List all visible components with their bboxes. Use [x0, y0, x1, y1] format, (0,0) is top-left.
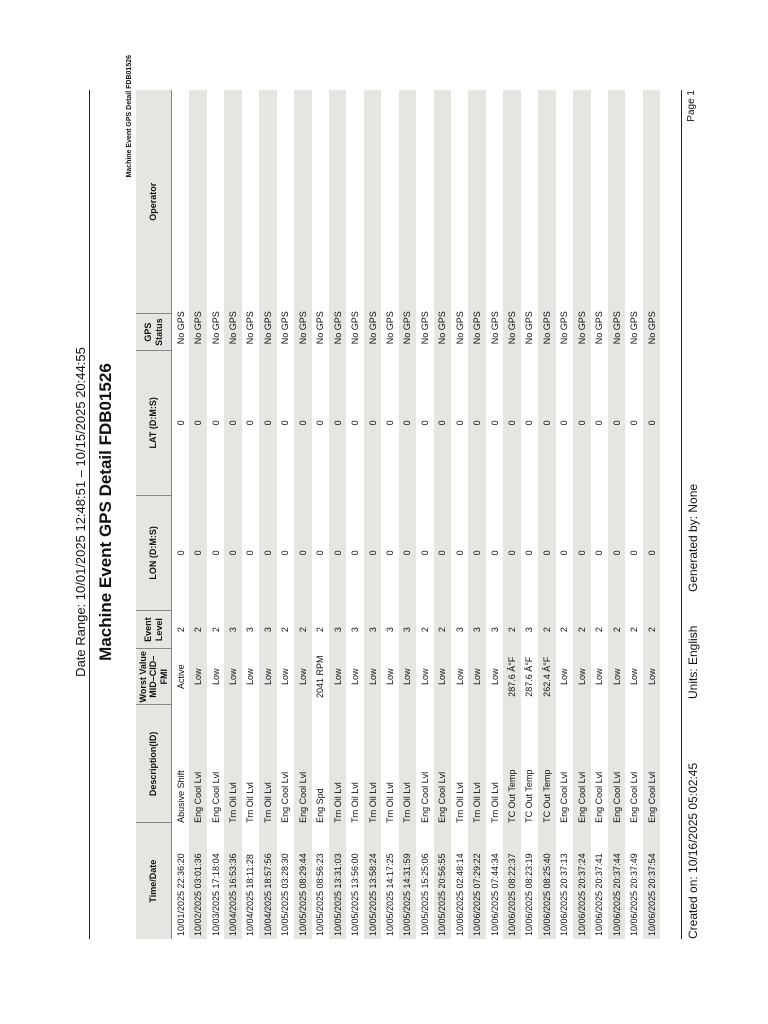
- cell-lon: 0: [594, 550, 605, 556]
- cell-event-level: 3: [399, 610, 416, 648]
- cell-lat: 0: [210, 420, 221, 426]
- cell-event-level: 2: [210, 627, 221, 633]
- cell-worst-value: Low: [454, 668, 465, 686]
- cell-lon: 0: [643, 495, 660, 610]
- cell-operator: [643, 90, 660, 314]
- cell-time: 10/05/2025 14:31:59: [399, 823, 416, 939]
- cell-worst-value: Low: [468, 649, 485, 705]
- cell-operator: [608, 90, 625, 314]
- cell-gps-status: No GPS: [573, 314, 590, 350]
- cell-time: 10/05/2025 08:56:23: [315, 853, 326, 936]
- col-header-event-level: [136, 610, 172, 648]
- cell-event-level: 3: [454, 627, 465, 633]
- table-row: [608, 90, 625, 939]
- cell-gps-status: No GPS: [175, 311, 186, 345]
- cell-gps-status: No GPS: [489, 311, 500, 345]
- col-header-gps-status: GPS Status: [136, 314, 172, 350]
- cell-time: 10/03/2025 17:18:04: [210, 853, 221, 936]
- table-row: [224, 90, 241, 939]
- cell-time: 10/05/2025 03:28:30: [280, 853, 291, 936]
- cell-lat: 0: [503, 350, 520, 495]
- cell-lat: 0: [559, 420, 570, 426]
- date-range: Date Range: 10/01/2025 12:48:51 – 10/15/2025 20:44:55: [73, 347, 88, 677]
- cell-description: Trn Oil Lvl: [245, 782, 256, 823]
- event-level-line1: Event: [143, 617, 154, 642]
- table-row: [503, 90, 520, 939]
- cell-worst-value: Low: [384, 668, 395, 686]
- cell-operator: [434, 90, 451, 314]
- table-row: [591, 90, 608, 939]
- cell-lon: 0: [329, 495, 346, 610]
- cell-operator: [625, 90, 642, 314]
- cell-worst-value: 287.6 Â°F: [503, 649, 520, 705]
- cell-lat: 0: [538, 350, 555, 495]
- cell-description: Trn Oil Lvl: [468, 705, 485, 823]
- cell-lat: 0: [399, 350, 416, 495]
- table-row: [538, 90, 555, 939]
- cell-lat: 0: [350, 420, 361, 426]
- cell-gps-status: No GPS: [364, 314, 381, 350]
- cell-operator: [259, 90, 276, 314]
- cell-operator: [591, 90, 608, 314]
- cell-description: Trn Oil Lvl: [384, 782, 395, 823]
- cell-lat: 0: [434, 350, 451, 495]
- cell-worst-value: Low: [489, 668, 500, 686]
- footer-units: Units: English: [686, 625, 700, 699]
- cell-lon: 0: [559, 550, 570, 556]
- cell-gps-status: No GPS: [419, 311, 430, 345]
- cell-event-level: 2: [280, 627, 291, 633]
- cell-description: Eng Cool Lvl: [434, 705, 451, 823]
- cell-gps-status: No GPS: [294, 314, 311, 350]
- cell-gps-status: No GPS: [315, 311, 326, 345]
- cell-description: TC Out Temp: [503, 705, 520, 823]
- cell-event-level: 3: [245, 627, 256, 633]
- cell-description: Trn Oil Lvl: [224, 705, 241, 823]
- cell-worst-value: Low: [329, 649, 346, 705]
- cell-worst-value: Low: [259, 649, 276, 705]
- table-row: [399, 90, 416, 939]
- cell-lon: 0: [503, 495, 520, 610]
- cell-event-level: 2: [419, 627, 430, 633]
- cell-worst-value: Low: [350, 668, 361, 686]
- cell-lon: 0: [280, 550, 291, 556]
- cell-lon: 0: [629, 550, 640, 556]
- cell-worst-value: Low: [189, 649, 206, 705]
- cell-lon: 0: [468, 495, 485, 610]
- cell-time: 10/06/2025 20:37:44: [608, 823, 625, 939]
- cell-operator: [207, 90, 224, 314]
- cell-lat: 0: [280, 420, 291, 426]
- cell-gps-status: No GPS: [503, 314, 520, 350]
- cell-lon: 0: [608, 495, 625, 610]
- cell-gps-status: No GPS: [608, 314, 625, 350]
- cell-lat: 0: [454, 420, 465, 426]
- cell-operator: [573, 90, 590, 314]
- table-row: [277, 90, 294, 939]
- table-row: [207, 90, 224, 939]
- table-row: [468, 90, 485, 939]
- cell-time: 10/05/2025 13:31:03: [329, 823, 346, 939]
- cell-gps-status: No GPS: [384, 311, 395, 345]
- cell-event-level: 3: [384, 627, 395, 633]
- cell-worst-value: Low: [280, 668, 291, 686]
- table-row: [346, 90, 363, 939]
- cell-description: Eng Cool Lvl: [419, 771, 430, 823]
- cell-lat: 0: [224, 350, 241, 495]
- cell-operator: [294, 90, 311, 314]
- cell-lat: 0: [245, 420, 256, 426]
- cell-gps-status: No GPS: [643, 314, 660, 350]
- cell-time: 10/06/2025 20:37:13: [559, 853, 570, 936]
- cell-time: 10/06/2025 20:37:49: [629, 853, 640, 936]
- table-row: [434, 90, 451, 939]
- cell-lat: 0: [419, 420, 430, 426]
- cell-worst-value: Active: [175, 664, 186, 690]
- cell-description: Eng Cool Lvl: [559, 771, 570, 823]
- table-row: [416, 90, 433, 939]
- cell-description: TC Out Temp: [538, 705, 555, 823]
- col-header-description: Description(ID): [136, 705, 172, 823]
- cell-event-level: 3: [364, 610, 381, 648]
- cell-gps-status: No GPS: [559, 311, 570, 345]
- cell-operator: [346, 90, 363, 314]
- cell-worst-value: Low: [245, 668, 256, 686]
- cell-operator: [503, 90, 520, 314]
- worst-value-line2: MID–CID–FMI: [148, 655, 169, 698]
- cell-description: Eng Cool Lvl: [608, 705, 625, 823]
- cell-time: 10/06/2025 20:37:24: [573, 823, 590, 939]
- cell-event-level: 2: [594, 627, 605, 633]
- cell-operator: [486, 90, 503, 314]
- cell-lat: 0: [294, 350, 311, 495]
- table-row: [556, 90, 573, 939]
- cell-event-level: 2: [573, 610, 590, 648]
- cell-description: Abusive Shift: [175, 770, 186, 823]
- cell-operator: [468, 90, 485, 314]
- footer-generated: Generated by: None: [686, 483, 700, 592]
- cell-time: 10/06/2025 07:44:34: [489, 853, 500, 936]
- cell-gps-status: No GPS: [434, 314, 451, 350]
- cell-lon: 0: [175, 550, 186, 556]
- corner-report-title: Machine Event GPS Detail FDB01526: [126, 55, 133, 178]
- table-row: [381, 90, 398, 939]
- cell-worst-value: Low: [608, 649, 625, 705]
- cell-description: Eng Cool Lvl: [280, 771, 291, 823]
- cell-event-level: 3: [350, 627, 361, 633]
- cell-worst-value: Low: [434, 649, 451, 705]
- cell-operator: [451, 90, 468, 314]
- cell-worst-value: Low: [573, 649, 590, 705]
- table-row: [625, 90, 642, 939]
- cell-time: 10/06/2025 20:37:54: [643, 823, 660, 939]
- cell-lon: 0: [538, 495, 555, 610]
- cell-description: Trn Oil Lvl: [364, 705, 381, 823]
- cell-time: 10/05/2025 15:25:06: [419, 853, 430, 936]
- cell-event-level: 3: [524, 627, 535, 633]
- cell-time: 10/05/2025 13:58:24: [364, 823, 381, 939]
- cell-lon: 0: [364, 495, 381, 610]
- cell-operator: [172, 90, 190, 314]
- cell-lon: 0: [454, 550, 465, 556]
- cell-description: Eng Spd: [315, 788, 326, 823]
- cell-lon: 0: [434, 495, 451, 610]
- cell-lat: 0: [643, 350, 660, 495]
- table-row: [486, 90, 503, 939]
- report-title: Machine Event GPS Detail FDB01526: [96, 363, 115, 661]
- col-header-time: Time/Date: [136, 823, 172, 939]
- cell-description: Eng Cool Lvl: [573, 705, 590, 823]
- cell-gps-status: No GPS: [594, 311, 605, 345]
- cell-gps-status: No GPS: [189, 314, 206, 350]
- cell-lat: 0: [489, 420, 500, 426]
- cell-gps-status: No GPS: [245, 311, 256, 345]
- cell-lon: 0: [294, 495, 311, 610]
- cell-operator: [329, 90, 346, 314]
- cell-time: 10/04/2025 16:53:36: [224, 823, 241, 939]
- cell-lat: 0: [315, 420, 326, 426]
- cell-description: Eng Cool Lvl: [643, 705, 660, 823]
- cell-operator: [312, 90, 329, 314]
- cell-lon: 0: [384, 550, 395, 556]
- table-row: [242, 90, 259, 939]
- cell-worst-value: 262.4 Â°F: [538, 649, 555, 705]
- cell-lat: 0: [629, 420, 640, 426]
- cell-event-level: 2: [434, 610, 451, 648]
- cell-gps-status: No GPS: [350, 311, 361, 345]
- cell-description: Trn Oil Lvl: [329, 705, 346, 823]
- cell-event-level: 2: [538, 610, 555, 648]
- cell-lon: 0: [419, 550, 430, 556]
- col-header-worst-value: [136, 649, 172, 705]
- top-rule: [89, 90, 90, 939]
- cell-time: 10/02/2025 03:01:36: [189, 823, 206, 939]
- cell-lon: 0: [350, 550, 361, 556]
- cell-worst-value: Low: [294, 649, 311, 705]
- cell-lat: 0: [573, 350, 590, 495]
- cell-event-level: 2: [503, 610, 520, 648]
- table-row: [312, 90, 329, 939]
- table-row: [329, 90, 346, 939]
- event-table: [136, 90, 660, 939]
- cell-event-level: 2: [629, 627, 640, 633]
- cell-lat: 0: [608, 350, 625, 495]
- cell-lon: 0: [524, 550, 535, 556]
- cell-time: 10/04/2025 18:57:56: [259, 823, 276, 939]
- cell-gps-status: No GPS: [524, 311, 535, 345]
- cell-worst-value: 2041 RPM: [315, 655, 326, 699]
- cell-gps-status: No GPS: [468, 314, 485, 350]
- cell-time: 10/06/2025 02:48:14: [454, 853, 465, 936]
- table-row: [573, 90, 590, 939]
- cell-time: 10/06/2025 08:22:37: [503, 823, 520, 939]
- cell-event-level: 3: [224, 610, 241, 648]
- cell-gps-status: No GPS: [454, 311, 465, 345]
- footer-created: Created on: 10/16/2025 05:02:45: [686, 762, 700, 939]
- cell-time: 10/01/2025 22:36:20: [175, 853, 186, 936]
- cell-event-level: 3: [329, 610, 346, 648]
- cell-time: 10/05/2025 14:17:25: [384, 853, 395, 936]
- cell-worst-value: Low: [399, 649, 416, 705]
- worst-value-line1: Worst Value: [137, 651, 148, 703]
- cell-worst-value: Low: [224, 649, 241, 705]
- cell-operator: [381, 90, 398, 314]
- col-header-lon: LON (D:M:S): [136, 495, 172, 610]
- cell-lon: 0: [210, 550, 221, 556]
- cell-event-level: 3: [259, 610, 276, 648]
- cell-description: Trn Oil Lvl: [489, 782, 500, 823]
- cell-gps-status: No GPS: [538, 314, 555, 350]
- page-number: Page 1: [686, 90, 697, 122]
- col-header-operator: Operator: [136, 90, 172, 314]
- table-row: [364, 90, 381, 939]
- cell-description: Eng Cool Lvl: [189, 705, 206, 823]
- cell-gps-status: No GPS: [399, 314, 416, 350]
- cell-event-level: 2: [175, 627, 186, 633]
- cell-lat: 0: [524, 420, 535, 426]
- cell-lon: 0: [315, 550, 326, 556]
- cell-lon: 0: [399, 495, 416, 610]
- cell-worst-value: Low: [419, 668, 430, 686]
- cell-worst-value: Low: [364, 649, 381, 705]
- cell-operator: [521, 90, 538, 314]
- cell-gps-status: No GPS: [210, 311, 221, 345]
- cell-lat: 0: [364, 350, 381, 495]
- cell-time: 10/05/2025 13:56:00: [350, 853, 361, 936]
- cell-event-level: 2: [315, 627, 326, 633]
- cell-event-level: 2: [559, 627, 570, 633]
- bottom-rule: [681, 90, 682, 939]
- table-row: [259, 90, 276, 939]
- cell-event-level: 2: [189, 610, 206, 648]
- cell-worst-value: Low: [594, 668, 605, 686]
- cell-description: Eng Cool Lvl: [629, 771, 640, 823]
- cell-gps-status: No GPS: [329, 314, 346, 350]
- cell-lon: 0: [259, 495, 276, 610]
- cell-time: 10/06/2025 07:29:22: [468, 823, 485, 939]
- cell-operator: [277, 90, 294, 314]
- cell-time: 10/06/2025 08:25:40: [538, 823, 555, 939]
- cell-lon: 0: [224, 495, 241, 610]
- cell-event-level: 3: [468, 610, 485, 648]
- cell-lat: 0: [259, 350, 276, 495]
- cell-description: TC Out Temp: [524, 769, 535, 823]
- cell-gps-status: No GPS: [629, 311, 640, 345]
- table-row: [451, 90, 468, 939]
- cell-lat: 0: [175, 420, 186, 426]
- cell-description: Eng Cool Lvl: [594, 771, 605, 823]
- table-row: [189, 90, 206, 939]
- cell-lon: 0: [189, 495, 206, 610]
- table-row: [172, 90, 190, 939]
- cell-operator: [189, 90, 206, 314]
- cell-gps-status: No GPS: [224, 314, 241, 350]
- table-row: [521, 90, 538, 939]
- table-row: [294, 90, 311, 939]
- cell-time: 10/06/2025 08:23:19: [524, 853, 535, 936]
- cell-event-level: 2: [643, 610, 660, 648]
- cell-event-level: 3: [489, 627, 500, 633]
- cell-lat: 0: [189, 350, 206, 495]
- cell-description: Trn Oil Lvl: [259, 705, 276, 823]
- cell-time: 10/04/2025 18:11:28: [245, 854, 256, 936]
- cell-operator: [416, 90, 433, 314]
- table-header-row: [136, 90, 172, 939]
- event-level-line2: Level: [153, 618, 164, 642]
- cell-operator: [399, 90, 416, 314]
- cell-lon: 0: [489, 550, 500, 556]
- cell-lon: 0: [573, 495, 590, 610]
- col-header-lat: LAT (D:M:S): [136, 350, 172, 495]
- table-row: [643, 90, 660, 939]
- cell-time: 10/05/2025 20:56:55: [434, 823, 451, 939]
- cell-lat: 0: [329, 350, 346, 495]
- cell-lat: 0: [594, 420, 605, 426]
- cell-operator: [556, 90, 573, 314]
- cell-worst-value: Low: [643, 649, 660, 705]
- cell-description: Eng Cool Lvl: [294, 705, 311, 823]
- cell-worst-value: Low: [210, 668, 221, 686]
- cell-operator: [242, 90, 259, 314]
- cell-description: Trn Oil Lvl: [454, 782, 465, 823]
- cell-description: Trn Oil Lvl: [399, 705, 416, 823]
- cell-worst-value: Low: [559, 668, 570, 686]
- cell-lon: 0: [245, 550, 256, 556]
- cell-time: 10/05/2025 08:29:44: [294, 823, 311, 939]
- cell-description: Eng Cool Lvl: [210, 771, 221, 823]
- cell-operator: [364, 90, 381, 314]
- cell-lat: 0: [468, 350, 485, 495]
- cell-operator: [538, 90, 555, 314]
- cell-operator: [224, 90, 241, 314]
- cell-event-level: 2: [608, 610, 625, 648]
- cell-event-level: 2: [294, 610, 311, 648]
- cell-worst-value: Low: [629, 668, 640, 686]
- cell-time: 10/06/2025 20:37:41: [594, 853, 605, 936]
- cell-lat: 0: [384, 420, 395, 426]
- cell-gps-status: No GPS: [259, 314, 276, 350]
- cell-description: Trn Oil Lvl: [350, 782, 361, 823]
- cell-worst-value: 287.6 Â°F: [524, 656, 535, 697]
- cell-gps-status: No GPS: [280, 311, 291, 345]
